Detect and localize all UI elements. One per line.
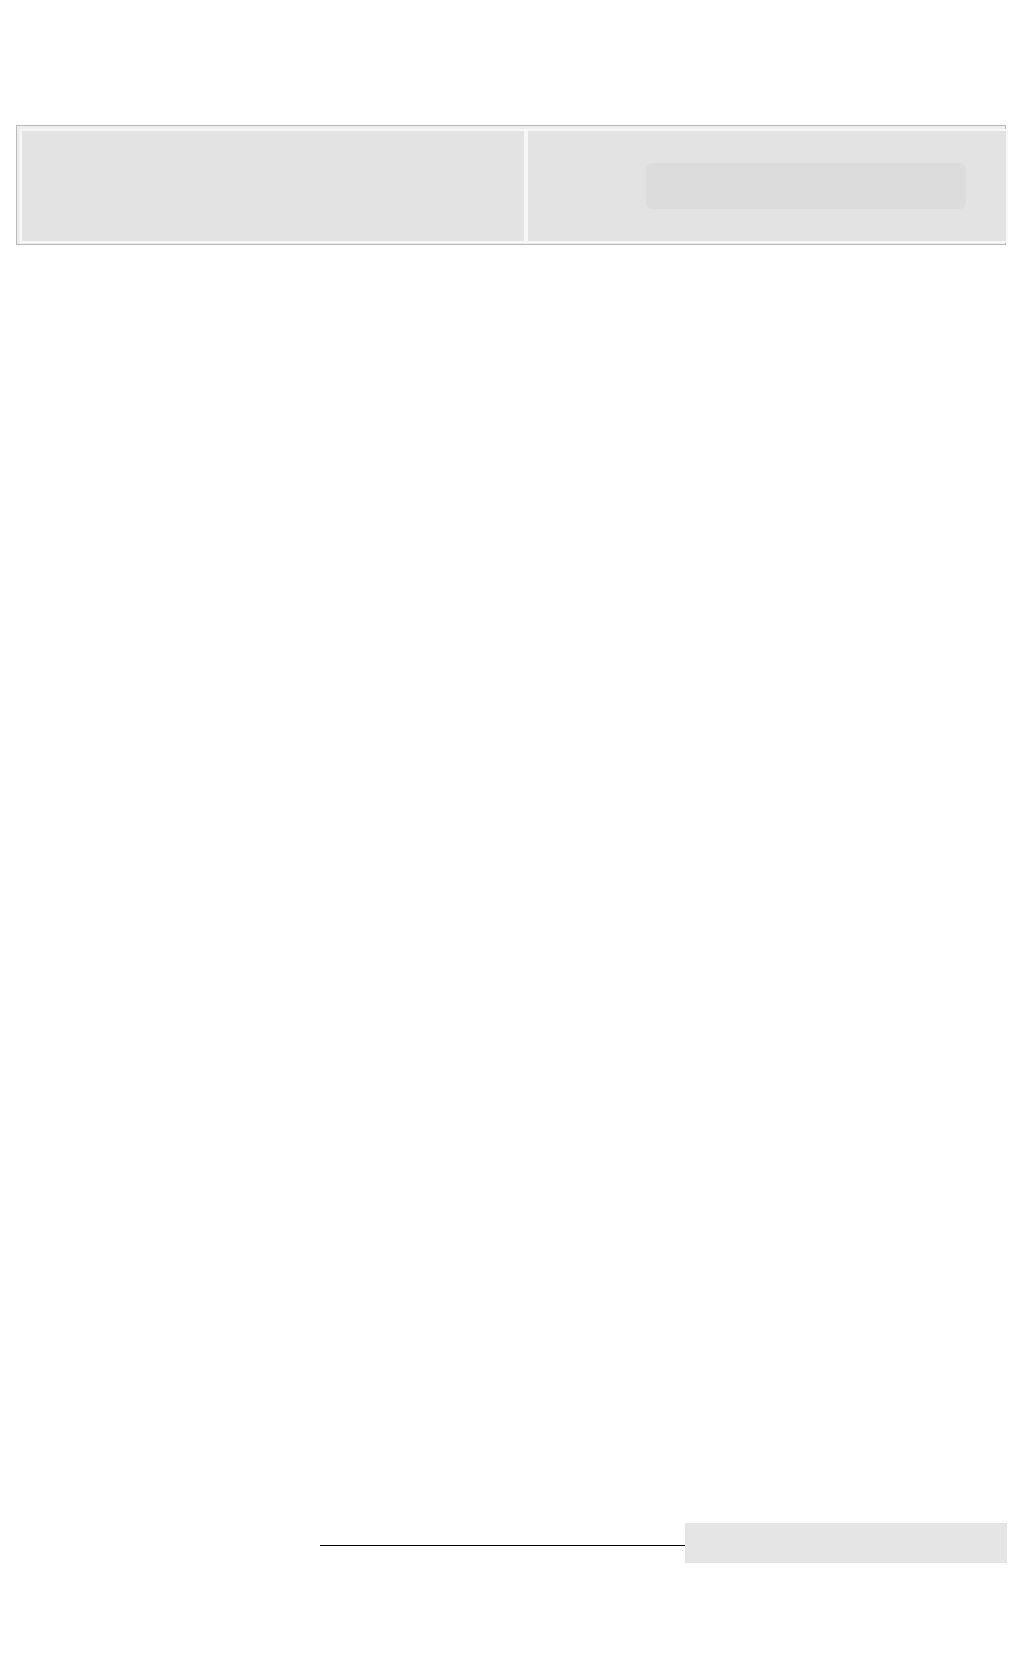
- signature-line: [320, 1545, 685, 1546]
- patient-details-panel: [20, 129, 526, 243]
- referrer-panel: [526, 129, 1008, 243]
- horizontal-charts: [0, 440, 1022, 1460]
- referrer-redacted: [646, 163, 966, 209]
- patient-info-box: [16, 125, 1006, 245]
- stamp-area: [685, 1523, 1007, 1563]
